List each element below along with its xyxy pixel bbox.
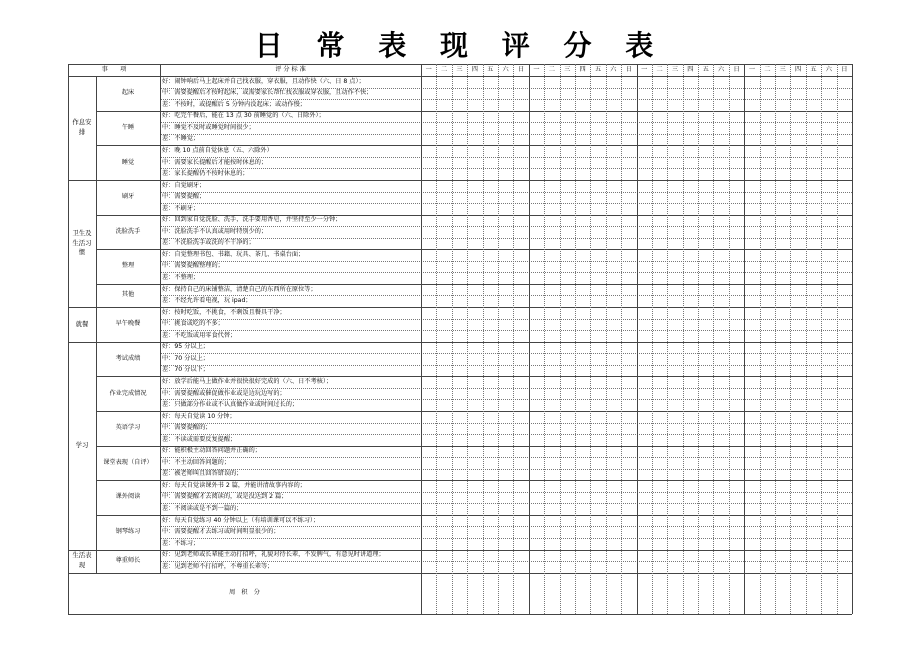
header-item: 事 项 bbox=[101, 65, 127, 73]
header-day: 三 bbox=[456, 65, 463, 73]
criteria-line: 中：需要提醒后才按时起床，或需要家长帮忙找衣服或穿衣服，且动作不快； bbox=[162, 89, 373, 97]
header-day: 一 bbox=[425, 65, 432, 73]
grid-line bbox=[544, 64, 545, 614]
item-label: 课堂表现（自评） bbox=[103, 458, 153, 466]
header-day: 一 bbox=[533, 65, 540, 73]
grid-line bbox=[698, 64, 699, 614]
item-label: 整理 bbox=[121, 262, 135, 270]
criteria-line: 差：不睡觉； bbox=[162, 135, 200, 143]
criteria-line: 好：晚 10 点前自觉休息（五、六除外） bbox=[162, 146, 273, 154]
criteria-line: 差：不按时，或提醒后 5 分钟内没起床；或动作慢； bbox=[162, 100, 306, 108]
criteria-line: 中：不主动回答问题的； bbox=[162, 458, 231, 466]
grid-line bbox=[160, 365, 852, 366]
criteria-line: 中：需要提醒； bbox=[162, 193, 206, 201]
criteria-line: 好：每天自觉练习 40 分钟以上（有培训课可以不练习）； bbox=[162, 516, 320, 524]
grid-line bbox=[160, 134, 852, 135]
grid-line bbox=[160, 353, 852, 354]
grid-line bbox=[621, 64, 622, 614]
criteria-line: 差：不整理； bbox=[162, 274, 200, 282]
header-day: 二 bbox=[764, 65, 771, 73]
item-label: 洗脸洗手 bbox=[115, 227, 141, 235]
item-label: 睡觉 bbox=[121, 158, 135, 166]
criteria-line: 好：自觉刷牙； bbox=[162, 181, 206, 189]
header-day: 五 bbox=[810, 65, 817, 73]
grid-line bbox=[160, 238, 852, 239]
header-day: 五 bbox=[702, 65, 709, 73]
criteria-line: 中：挑食或吃的不多； bbox=[162, 320, 224, 328]
criteria-line: 中：需要提醒的； bbox=[162, 424, 212, 432]
category-label: 卫生及生活习惯 bbox=[72, 229, 92, 257]
item-label: 早午晚餐 bbox=[115, 320, 141, 328]
criteria-line: 差：不经允许看电视，玩 ipad； bbox=[162, 297, 252, 305]
header-day: 四 bbox=[579, 65, 586, 73]
item-label: 刷牙 bbox=[121, 193, 135, 201]
header-day: 五 bbox=[487, 65, 494, 73]
criteria-line: 差：被老师叫且回答错误的； bbox=[162, 470, 243, 478]
criteria-line: 好：每天自觉读课外书 2 篇，并能讲清故事内容的； bbox=[162, 481, 306, 489]
criteria-line: 差：只做部分作业或不认真做作业或时间过长的； bbox=[162, 401, 299, 409]
header-day: 日 bbox=[733, 65, 740, 73]
grid-line bbox=[575, 64, 576, 614]
grid-line bbox=[667, 64, 668, 614]
grid-line bbox=[560, 64, 561, 614]
header-day: 六 bbox=[610, 65, 617, 73]
criteria-line: 好：能积极主动回答问题并正确的； bbox=[162, 447, 261, 455]
header-day: 四 bbox=[471, 65, 478, 73]
grid-line bbox=[160, 388, 852, 389]
criteria-line: 好：回到家自觉洗脸、洗手，洗手要用香皂，并坚持至少一分钟； bbox=[162, 216, 342, 224]
criteria-line: 差：不练习； bbox=[162, 539, 200, 547]
category-label: 就餐 bbox=[75, 319, 89, 328]
header-day: 三 bbox=[671, 65, 679, 73]
criteria-line: 差：家长提醒仍不按时休息的； bbox=[162, 170, 249, 178]
item-label: 钢琴练习 bbox=[115, 528, 141, 536]
header-day: 四 bbox=[795, 65, 802, 73]
header-day: 五 bbox=[594, 65, 602, 73]
grid-line bbox=[590, 64, 591, 614]
grid-line bbox=[96, 76, 97, 573]
grid-line bbox=[160, 457, 852, 458]
criteria-line: 好：保持自己的床铺整洁，清楚自己的东西所在原位等； bbox=[162, 285, 317, 293]
header-day: 六 bbox=[502, 65, 509, 73]
grid-line bbox=[160, 261, 852, 262]
grid-line bbox=[713, 64, 714, 614]
criteria-line: 中：需要家长提醒后才能按时休息的； bbox=[162, 158, 268, 166]
grid-line bbox=[68, 64, 69, 614]
criteria-line: 差：不读或需要反复提醒； bbox=[162, 435, 237, 443]
grid-line bbox=[837, 64, 838, 614]
criteria-line: 中：需要提醒或催促做作业或是边玩边写的； bbox=[162, 389, 286, 397]
grid-line bbox=[760, 64, 761, 614]
grid-line bbox=[160, 226, 852, 227]
grid-line bbox=[160, 64, 161, 573]
grid-line bbox=[68, 64, 852, 65]
page-title: 日 常 表 现 评 分 表 bbox=[254, 29, 666, 62]
grid-line bbox=[852, 64, 853, 614]
item-label: 作业完成情况 bbox=[109, 389, 147, 397]
item-label: 起床 bbox=[121, 89, 135, 97]
grid-line bbox=[421, 64, 422, 614]
criteria-line: 中：睡觉不及时或睡觉时间很少； bbox=[162, 123, 255, 131]
grid-line bbox=[821, 64, 822, 614]
criteria-line: 好：放学后能马上做作业并很快很好完成的（六、日不考核）； bbox=[162, 377, 333, 385]
criteria-line: 差：见到老师不打招呼，不尊重长辈等； bbox=[162, 562, 274, 570]
criteria-line: 中：需要提醒整理的； bbox=[162, 262, 224, 270]
header-day: 六 bbox=[825, 65, 832, 73]
category-label: 作息安排 bbox=[72, 118, 92, 136]
score-table bbox=[68, 64, 852, 614]
grid-line bbox=[775, 64, 776, 614]
item-label: 英语学习 bbox=[115, 424, 141, 432]
grid-line bbox=[160, 330, 852, 331]
grid-line bbox=[744, 64, 745, 614]
grid-line bbox=[498, 64, 499, 614]
grid-line bbox=[160, 192, 852, 193]
grid-line bbox=[513, 64, 514, 614]
header-day: 二 bbox=[656, 65, 663, 73]
criteria-line: 好：每天自觉读 10 分钟； bbox=[162, 412, 236, 420]
header-day: 一 bbox=[748, 65, 756, 73]
criteria-line: 中：需要提醒才去练习或时间明显很少的； bbox=[162, 528, 280, 536]
category-label: 学习 bbox=[75, 440, 89, 449]
grid-line bbox=[160, 538, 852, 539]
criteria-line: 好：按时吃饭，不挑食，不剩饭且餐具干净； bbox=[162, 308, 286, 316]
grid-line bbox=[806, 64, 807, 614]
grid-line bbox=[637, 64, 638, 614]
header-day: 二 bbox=[440, 65, 448, 73]
item-label: 午睡 bbox=[121, 123, 135, 131]
header-day: 三 bbox=[564, 65, 571, 73]
header-day: 六 bbox=[718, 65, 725, 73]
grid-line bbox=[452, 64, 453, 614]
grid-line bbox=[160, 526, 852, 527]
item-label: 考试成绩 bbox=[115, 354, 141, 362]
header-day: 四 bbox=[687, 65, 694, 73]
criteria-line: 差：不吃饭或用零食代替； bbox=[162, 331, 237, 339]
grid-line bbox=[436, 64, 437, 614]
grid-line bbox=[790, 64, 791, 614]
grid-line bbox=[729, 64, 730, 614]
criteria-line: 差：不阅读或是不到一篇的； bbox=[162, 505, 243, 513]
grid-line bbox=[529, 64, 530, 614]
criteria-line: 好：95 分以上； bbox=[162, 343, 209, 351]
grid-line bbox=[160, 561, 852, 562]
item-label: 其他 bbox=[121, 291, 135, 299]
grid-line bbox=[606, 64, 607, 614]
criteria-line: 好：自觉整理书包、书籍、玩具、茶几、书桌台面； bbox=[162, 250, 305, 258]
header-day: 日 bbox=[841, 65, 848, 73]
header-day: 三 bbox=[779, 65, 786, 73]
criteria-line: 中：需要提醒才去阅读的，或是没达到 2 篇； bbox=[162, 493, 288, 501]
item-label: 尊重师长 bbox=[115, 556, 141, 564]
grid-line bbox=[160, 88, 852, 89]
grid-line bbox=[160, 203, 852, 204]
grid-line bbox=[160, 99, 852, 100]
weekly-total-label: 周 积 分 bbox=[229, 589, 260, 597]
grid-line bbox=[160, 168, 852, 169]
grid-line bbox=[160, 295, 852, 296]
header-day: 日 bbox=[625, 65, 632, 73]
grid-line bbox=[160, 469, 852, 470]
grid-line bbox=[68, 614, 852, 615]
grid-line bbox=[160, 157, 852, 158]
header-day: 二 bbox=[548, 65, 555, 73]
grid-line bbox=[68, 76, 852, 77]
header-day: 一 bbox=[641, 65, 648, 73]
criteria-line: 差：不刷牙； bbox=[162, 204, 200, 212]
grid-line bbox=[467, 64, 468, 614]
grid-line bbox=[683, 64, 684, 614]
grid-line bbox=[160, 492, 852, 493]
grid-line bbox=[160, 272, 852, 273]
criteria-line: 中：70 分以上； bbox=[162, 354, 209, 362]
grid-line bbox=[652, 64, 653, 614]
item-label: 课外阅读 bbox=[115, 493, 141, 501]
grid-line bbox=[160, 122, 852, 123]
grid-line bbox=[483, 64, 484, 614]
grid-line bbox=[160, 423, 852, 424]
category-label: 生活表现 bbox=[72, 551, 92, 570]
criteria-line: 好：见到老师或长辈能主动打招呼，礼貌对待长辈，不发脾气，有意见时讲道理； bbox=[162, 551, 385, 559]
grid-line bbox=[160, 399, 852, 400]
criteria-line: 中：洗脸洗手不认真或用时特别少的； bbox=[162, 227, 268, 235]
grid-line bbox=[160, 434, 852, 435]
criteria-line: 差：70 分以下； bbox=[162, 366, 209, 374]
criteria-line: 好：闹钟响后马上起床并自己找衣服，穿衣服，且动作快（六、日 8 点）； bbox=[162, 77, 365, 85]
criteria-line: 差：不洗脸洗手或洗的不干净的； bbox=[162, 239, 255, 247]
grid-line bbox=[160, 319, 852, 320]
header-criteria: 评 分 标 准 bbox=[275, 65, 306, 73]
header-day: 日 bbox=[517, 65, 525, 73]
grid-line bbox=[160, 503, 852, 504]
criteria-line: 好：吃完午餐后，能在 13 点 30 前睡觉的（六、日除外）； bbox=[162, 112, 325, 120]
